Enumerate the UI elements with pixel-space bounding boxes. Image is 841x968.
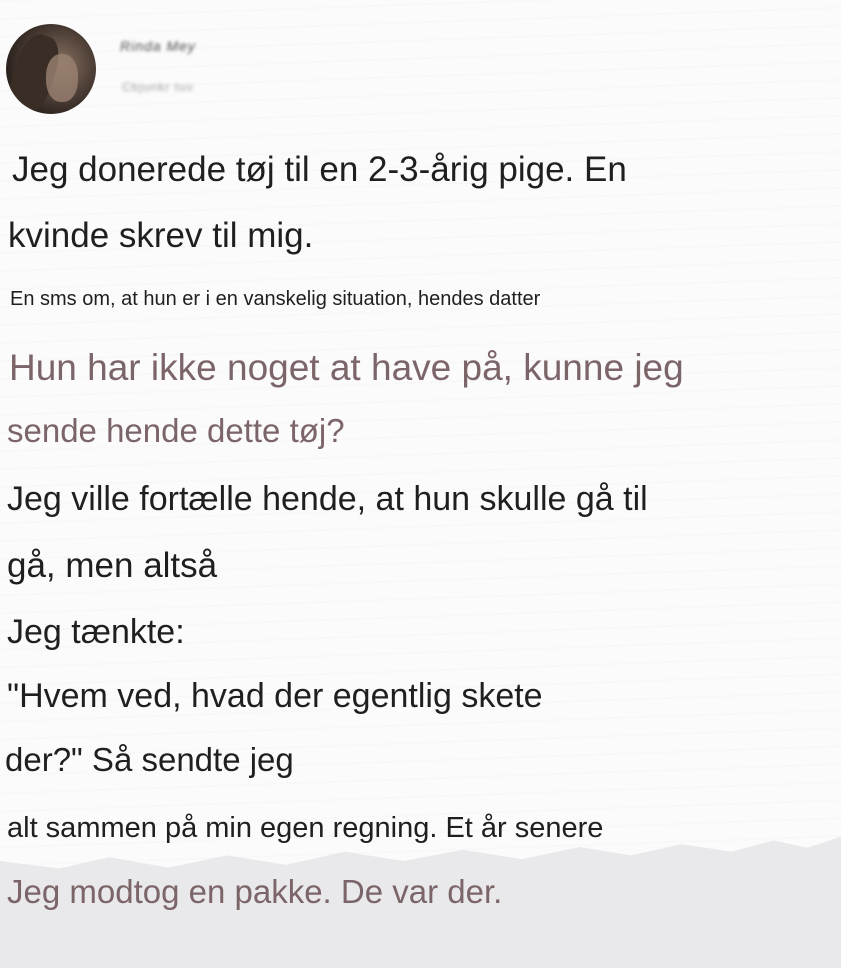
text-line: kvinde skrev til mig.: [8, 216, 314, 255]
text-line: der?" Så sendte jeg: [5, 741, 294, 778]
text-line: gå, men altså: [7, 546, 218, 585]
text-line: sende hende dette tøj?: [7, 412, 345, 449]
text-line: "Hvem ved, hvad der egentlig skete: [7, 677, 543, 715]
avatar-face: [46, 54, 78, 102]
author-name[interactable]: Rinda Mey: [120, 38, 196, 54]
text-line: Jeg tænkte:: [7, 613, 185, 651]
author-subtitle: Cbjunkr tuv: [122, 80, 194, 94]
avatar[interactable]: [6, 24, 96, 114]
text-line: Jeg modtog en pakke. De var der.: [7, 873, 503, 910]
text-line: Jeg ville fortælle hende, at hun skulle gå til: [7, 480, 648, 518]
text-line: alt sammen på min egen regning. Et år senere: [7, 812, 604, 844]
text-line: Jeg donerede tøj til en 2-3-årig pige. En: [12, 150, 627, 189]
text-line: En sms om, at hun er i en vanskelig situation, hendes datter: [10, 288, 541, 310]
text-line: Hun har ikke noget at have på, kunne jeg: [9, 347, 684, 388]
